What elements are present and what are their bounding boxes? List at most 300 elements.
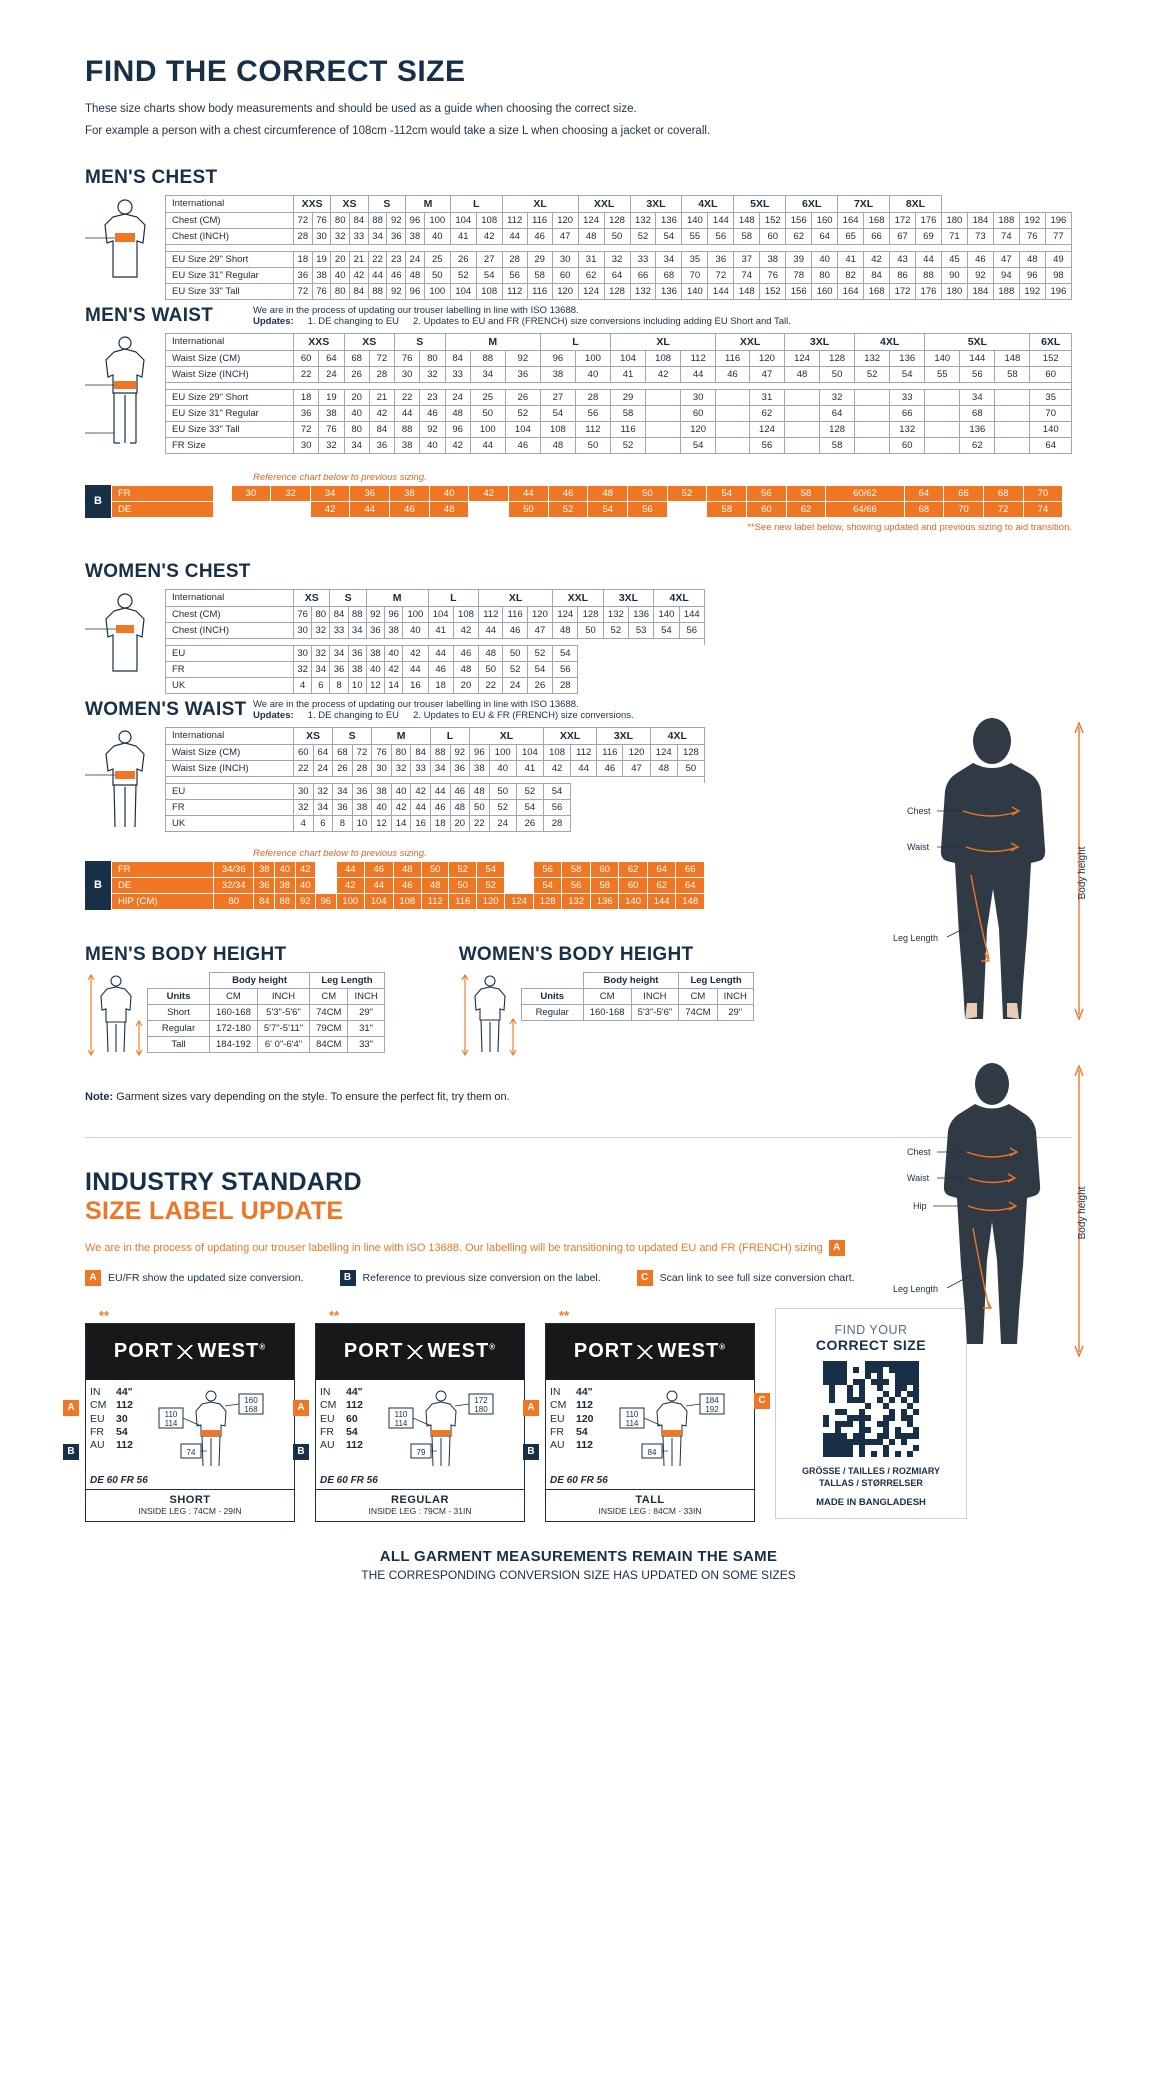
table-cell: 40 bbox=[366, 661, 384, 677]
table-cell: 49 bbox=[1045, 251, 1071, 267]
table-cell: 62 bbox=[749, 405, 784, 421]
table-cell: 36 bbox=[333, 799, 353, 815]
legacy-cell bbox=[505, 861, 534, 877]
legacy-cell: 50 bbox=[509, 501, 549, 517]
table-cell: 52 bbox=[855, 366, 890, 382]
legacy-cell: 58 bbox=[707, 501, 747, 517]
table-cell: 12 bbox=[372, 815, 392, 831]
table-cell: 39 bbox=[786, 251, 812, 267]
size-group-header: 7XL bbox=[838, 195, 890, 212]
table-cell: 44 bbox=[395, 405, 420, 421]
table-cell: 44 bbox=[479, 622, 503, 638]
bh-group-header: Leg Length bbox=[679, 972, 754, 988]
size-value: 54 bbox=[576, 1425, 588, 1438]
table-cell: 76 bbox=[372, 744, 392, 760]
intro-line-2: For example a person with a chest circumference of 108cm -112cm would take a size L when choosing a jacket or coverall. bbox=[85, 124, 711, 137]
table-cell: 112 bbox=[502, 283, 527, 299]
female-torso-icon bbox=[85, 589, 165, 689]
size-value: 54 bbox=[116, 1425, 128, 1438]
table-row bbox=[166, 677, 705, 693]
table-cell: 172 bbox=[890, 283, 916, 299]
table-cell: 32 bbox=[319, 437, 344, 453]
mens-waist-update-item-2: 2. Updates to EU and FR (FRENCH) size conversions including adding EU Short and Tall. bbox=[413, 315, 791, 327]
table-cell: 33 bbox=[890, 389, 925, 405]
legacy-cell: 44 bbox=[365, 877, 394, 893]
table-cell: 196 bbox=[1045, 212, 1071, 228]
table-cell: 104 bbox=[450, 212, 476, 228]
legacy-cell bbox=[271, 501, 311, 517]
table-cell: 24 bbox=[319, 366, 344, 382]
table-cell: 82 bbox=[838, 267, 864, 283]
size-key: AU bbox=[90, 1439, 105, 1452]
table-cell: 20 bbox=[331, 251, 350, 267]
table-spacer-row bbox=[166, 776, 705, 783]
mens-chest-block bbox=[85, 195, 1072, 300]
legend-text-b: Reference to previous size conversion on the label. bbox=[362, 1271, 601, 1284]
table-row bbox=[166, 606, 705, 622]
table-cell: 50 bbox=[677, 760, 704, 776]
table-cell: 18 bbox=[430, 815, 450, 831]
table-cell bbox=[925, 421, 960, 437]
table-cell: 35 bbox=[682, 251, 708, 267]
table-row bbox=[166, 251, 1072, 267]
table-cell: 116 bbox=[503, 606, 527, 622]
svg-text:114: 114 bbox=[395, 1418, 408, 1428]
table-cell: 55 bbox=[682, 228, 708, 244]
table-cell: 71 bbox=[941, 228, 967, 244]
legacy-cell: 46 bbox=[365, 861, 394, 877]
bh-cell: 5'3"-5'6" bbox=[257, 1004, 309, 1020]
legacy-cell: 42 bbox=[310, 501, 350, 517]
legacy-cell: 148 bbox=[676, 893, 705, 909]
row-label: Chest (CM) bbox=[166, 212, 294, 228]
legacy-cell bbox=[1063, 485, 1072, 501]
table-cell: 68 bbox=[960, 405, 995, 421]
table-cell: 52 bbox=[516, 783, 543, 799]
table-cell: 28 bbox=[502, 251, 527, 267]
table-cell: 80 bbox=[420, 350, 445, 366]
table-cell: 47 bbox=[527, 622, 552, 638]
legacy-cell: 56 bbox=[562, 877, 591, 893]
table-cell: 30 bbox=[294, 645, 312, 661]
bh-cell: 29" bbox=[348, 1004, 384, 1020]
size-line bbox=[320, 1386, 363, 1399]
table-cell: 104 bbox=[450, 283, 476, 299]
legacy-cell: 48 bbox=[429, 501, 469, 517]
table-cell: 26 bbox=[505, 389, 540, 405]
bh-cell: 33" bbox=[348, 1036, 384, 1052]
table-cell: 100 bbox=[470, 421, 505, 437]
size-group-header: 4XL bbox=[682, 195, 734, 212]
table-cell: 60 bbox=[890, 437, 925, 453]
table-cell: 30 bbox=[294, 437, 319, 453]
table-cell: 116 bbox=[527, 283, 552, 299]
table-cell: 92 bbox=[420, 421, 445, 437]
female-body-height-label: Body height bbox=[1077, 1186, 1089, 1239]
final-note-text: Garment sizes vary depending on the style. To ensure the perfect fit, try them on. bbox=[113, 1090, 510, 1103]
legacy-cell: 42 bbox=[295, 861, 316, 877]
size-key: CM bbox=[90, 1399, 107, 1412]
table-cell: 160 bbox=[812, 212, 838, 228]
size-group-header: 3XL bbox=[603, 589, 654, 606]
table-cell: 96 bbox=[540, 350, 575, 366]
size-value: 112 bbox=[116, 1439, 133, 1452]
row-label: EU Size 31" Regular bbox=[166, 405, 294, 421]
row-label: Waist Size (CM) bbox=[166, 744, 294, 760]
table-cell: 62 bbox=[578, 267, 604, 283]
legacy-cell: 140 bbox=[619, 893, 648, 909]
table-cell: 69 bbox=[915, 228, 941, 244]
mens-waist-figure bbox=[85, 333, 165, 466]
table-cell: 24 bbox=[313, 760, 333, 776]
table-cell: 144 bbox=[960, 350, 995, 366]
table-cell: 60 bbox=[681, 405, 716, 421]
legacy-cell bbox=[316, 877, 337, 893]
size-key: FR bbox=[90, 1425, 104, 1438]
legacy-cell: 84 bbox=[254, 893, 275, 909]
table-cell: 36 bbox=[708, 251, 734, 267]
bh-unit-header: INCH bbox=[348, 988, 384, 1004]
table-cell: 76 bbox=[395, 350, 420, 366]
row-label: FR Size bbox=[166, 437, 294, 453]
legacy-row-label: FR bbox=[112, 485, 214, 501]
column-header-international: International bbox=[166, 589, 294, 606]
womens-chest-figure bbox=[85, 589, 165, 694]
legacy-cell: 62 bbox=[786, 501, 826, 517]
table-cell: 18 bbox=[294, 251, 313, 267]
table-cell: 116 bbox=[597, 744, 623, 760]
bh-row bbox=[148, 1036, 385, 1052]
table-cell: 56 bbox=[502, 267, 527, 283]
legacy-cell: 108 bbox=[393, 893, 422, 909]
mens-body-height-figure bbox=[85, 972, 147, 1063]
size-line bbox=[550, 1413, 594, 1426]
size-group-header: 6XL bbox=[1030, 333, 1072, 350]
bh-cell: 84CM bbox=[310, 1036, 348, 1052]
row-label: EU Size 29" Short bbox=[166, 251, 294, 267]
table-cell: 124 bbox=[749, 421, 784, 437]
legacy-cell: 60 bbox=[619, 877, 648, 893]
size-line bbox=[90, 1439, 133, 1452]
bh-row bbox=[148, 1020, 385, 1036]
legacy-row bbox=[112, 861, 705, 877]
legacy-badge-mens: B bbox=[85, 485, 111, 518]
table-cell: 42 bbox=[369, 405, 394, 421]
table-cell: 80 bbox=[391, 744, 411, 760]
table-cell: 50 bbox=[489, 783, 516, 799]
table-cell: 31 bbox=[749, 389, 784, 405]
table-cell: 140 bbox=[654, 606, 679, 622]
table-row bbox=[166, 228, 1072, 244]
table-cell: 132 bbox=[630, 212, 656, 228]
table-cell: 176 bbox=[915, 212, 941, 228]
bh-cell: 160-168 bbox=[583, 1004, 631, 1020]
svg-text:160: 160 bbox=[244, 1395, 259, 1405]
table-cell: 148 bbox=[734, 212, 760, 228]
bh-cell: 184-192 bbox=[210, 1036, 258, 1052]
legacy-cell bbox=[316, 861, 337, 877]
table-cell: 46 bbox=[716, 366, 750, 382]
legacy-cell: 32 bbox=[271, 485, 311, 501]
legacy-row bbox=[112, 877, 705, 893]
bh-units-label: Units bbox=[521, 988, 583, 1004]
table-cell: 192 bbox=[1019, 212, 1045, 228]
table-cell: 28 bbox=[369, 366, 394, 382]
legacy-cell: 46 bbox=[548, 485, 588, 501]
table-header-row bbox=[166, 195, 1072, 212]
table-cell: 72 bbox=[294, 283, 313, 299]
size-key: IN bbox=[90, 1385, 101, 1398]
size-line bbox=[550, 1426, 594, 1439]
table-cell: 29 bbox=[611, 389, 646, 405]
table-cell: 38 bbox=[319, 405, 344, 421]
size-key: CM bbox=[320, 1399, 337, 1412]
table-cell: 64 bbox=[812, 228, 838, 244]
legacy-cell: 62 bbox=[619, 861, 648, 877]
table-cell: 64 bbox=[604, 267, 630, 283]
label-fit-footer bbox=[546, 1489, 754, 1521]
table-cell: 8 bbox=[333, 815, 353, 831]
row-label: Waist Size (INCH) bbox=[166, 366, 294, 382]
table-cell: 168 bbox=[864, 283, 890, 299]
table-cell: 48 bbox=[453, 661, 478, 677]
table-cell: 36 bbox=[505, 366, 540, 382]
table-cell: 92 bbox=[387, 283, 406, 299]
table-cell: 56 bbox=[553, 661, 578, 677]
table-cell: 140 bbox=[682, 283, 708, 299]
table-cell: 32 bbox=[294, 799, 314, 815]
mens-waist-update-item-1: 1. DE changing to EU bbox=[307, 315, 400, 327]
column-header-international: International bbox=[166, 333, 294, 350]
table-row bbox=[166, 815, 705, 831]
table-row bbox=[166, 744, 705, 760]
table-cell: 116 bbox=[611, 421, 646, 437]
table-cell: 21 bbox=[369, 389, 394, 405]
table-cell: 34 bbox=[656, 251, 682, 267]
table-cell: 196 bbox=[1045, 283, 1071, 299]
legacy-badge-womens: B bbox=[85, 861, 111, 910]
table-cell: 92 bbox=[387, 212, 406, 228]
table-cell: 23 bbox=[420, 389, 445, 405]
size-group-header: 4XL bbox=[855, 333, 925, 350]
size-group-header: S bbox=[330, 589, 366, 606]
table-cell: 108 bbox=[476, 283, 502, 299]
table-row bbox=[166, 350, 1072, 366]
legacy-cell: 46 bbox=[393, 877, 422, 893]
size-key: IN bbox=[320, 1385, 331, 1398]
table-cell: 128 bbox=[604, 283, 630, 299]
section-title-mens-chest: MEN'S CHEST bbox=[85, 166, 218, 188]
table-cell bbox=[646, 437, 681, 453]
bh-unit-header: CM bbox=[583, 988, 631, 1004]
table-cell: 52 bbox=[450, 267, 476, 283]
size-group-header: 4XL bbox=[654, 589, 705, 606]
table-cell: 100 bbox=[575, 350, 610, 366]
table-cell: 132 bbox=[890, 421, 925, 437]
table-cell: 48 bbox=[479, 645, 503, 661]
table-cell: 34 bbox=[330, 645, 348, 661]
size-group-header: XXS bbox=[294, 333, 345, 350]
table-cell: 58 bbox=[611, 405, 646, 421]
table-cell: 180 bbox=[941, 283, 967, 299]
size-list bbox=[550, 1386, 594, 1472]
table-cell: 88 bbox=[430, 744, 450, 760]
female-body-icon bbox=[85, 727, 165, 837]
svg-text:110: 110 bbox=[625, 1409, 639, 1419]
legacy-cell: 54 bbox=[533, 877, 562, 893]
table-cell: 50 bbox=[575, 437, 610, 453]
bh-cell: 6' 0"-6'4" bbox=[257, 1036, 309, 1052]
male-body-icon bbox=[85, 333, 165, 461]
table-row bbox=[166, 799, 705, 815]
table-cell: 84 bbox=[350, 212, 369, 228]
table-cell: 30 bbox=[395, 366, 420, 382]
table-cell: 116 bbox=[716, 350, 750, 366]
table-row bbox=[166, 421, 1072, 437]
legacy-cell: 60 bbox=[590, 861, 619, 877]
svg-text:114: 114 bbox=[625, 1418, 639, 1428]
size-key: EU bbox=[90, 1412, 105, 1425]
portwest-logo-icon bbox=[637, 1345, 653, 1359]
table-cell: 120 bbox=[552, 212, 578, 228]
table-cell bbox=[785, 389, 820, 405]
table-cell: 22 bbox=[294, 760, 314, 776]
table-cell: 42 bbox=[476, 228, 502, 244]
label-body-diagram-icon bbox=[155, 1386, 267, 1472]
table-cell: 47 bbox=[552, 228, 578, 244]
table-cell: 50 bbox=[820, 366, 855, 382]
male-label-waist: Waist bbox=[907, 842, 930, 852]
size-group-header: 3XL bbox=[630, 195, 682, 212]
table-cell: 100 bbox=[424, 283, 450, 299]
size-line bbox=[320, 1399, 363, 1412]
row-label: EU bbox=[166, 645, 294, 661]
table-cell bbox=[995, 437, 1030, 453]
female-model-photo bbox=[867, 1060, 1097, 1365]
svg-text:74: 74 bbox=[187, 1447, 196, 1457]
size-group-header: XXS bbox=[294, 195, 331, 212]
label-box bbox=[85, 1323, 295, 1522]
table-header-row bbox=[166, 727, 705, 744]
bh-group-header: Body height bbox=[210, 972, 310, 988]
brand-name-2: WEST® bbox=[427, 1340, 497, 1363]
table-cell: 54 bbox=[543, 783, 570, 799]
table-row bbox=[166, 366, 1072, 382]
qr-origin-text: MADE IN BANGLADESH bbox=[816, 1496, 926, 1508]
table-cell: 46 bbox=[428, 661, 453, 677]
table-cell bbox=[855, 389, 890, 405]
table-cell bbox=[716, 437, 750, 453]
female-label-hip: Hip bbox=[913, 1201, 927, 1211]
table-cell: 40 bbox=[420, 437, 445, 453]
table-cell: 33 bbox=[350, 228, 369, 244]
table-cell: 46 bbox=[967, 251, 993, 267]
size-line bbox=[90, 1413, 133, 1426]
table-cell: 16 bbox=[411, 815, 431, 831]
womens-waist-update-item-2: 2. Updates to EU & FR (FRENCH) size conversions. bbox=[413, 709, 634, 721]
table-cell: 42 bbox=[543, 760, 570, 776]
legacy-cell: 54 bbox=[707, 485, 747, 501]
table-cell: 84 bbox=[330, 606, 348, 622]
table-cell: 31 bbox=[578, 251, 604, 267]
mens-waist-legacy-table bbox=[111, 485, 1072, 518]
table-cell: 60 bbox=[552, 267, 578, 283]
legacy-cell: 116 bbox=[449, 893, 476, 909]
table-cell: 80 bbox=[331, 283, 350, 299]
table-cell: 66 bbox=[890, 405, 925, 421]
table-cell: 47 bbox=[993, 251, 1019, 267]
table-cell: 112 bbox=[571, 744, 597, 760]
male-height-icon bbox=[85, 972, 147, 1058]
row-label: Chest (INCH) bbox=[166, 228, 294, 244]
fit-name: TALL bbox=[635, 1493, 665, 1506]
table-cell: 92 bbox=[450, 744, 470, 760]
table-cell: 20 bbox=[344, 389, 369, 405]
table-cell: 108 bbox=[453, 606, 478, 622]
table-cell: 45 bbox=[941, 251, 967, 267]
legacy-cell: 52 bbox=[548, 501, 588, 517]
table-cell: 28 bbox=[575, 389, 610, 405]
fit-name: SHORT bbox=[169, 1493, 211, 1506]
table-cell: 26 bbox=[333, 760, 353, 776]
inside-leg-text: INSIDE LEG : 84CM - 33IN bbox=[598, 1505, 702, 1516]
table-cell: 56 bbox=[960, 366, 995, 382]
legacy-cell: 32/34 bbox=[214, 877, 254, 893]
mens-waist-see-note: **See new label below, showing updated and previous sizing to aid transition. bbox=[747, 521, 1072, 533]
mens-waist-legacy-block bbox=[85, 485, 1072, 518]
table-cell: 92 bbox=[366, 606, 384, 622]
table-cell: 40 bbox=[372, 799, 392, 815]
table-cell: 124 bbox=[650, 744, 677, 760]
size-value: 112 bbox=[576, 1439, 593, 1452]
qr-title-2: CORRECT SIZE bbox=[815, 1336, 927, 1353]
table-cell: 14 bbox=[385, 677, 403, 693]
table-cell: 52 bbox=[603, 622, 628, 638]
table-cell: 42 bbox=[385, 661, 403, 677]
table-cell: 44 bbox=[368, 267, 387, 283]
table-cell: 172 bbox=[890, 212, 916, 228]
table-cell: 41 bbox=[611, 366, 646, 382]
table-cell bbox=[716, 389, 750, 405]
legacy-cell: 44 bbox=[509, 485, 549, 501]
table-cell: 76 bbox=[294, 606, 312, 622]
tag-c-icon: C bbox=[637, 1270, 653, 1286]
legacy-cell: 144 bbox=[647, 893, 676, 909]
table-cell: 84 bbox=[369, 421, 394, 437]
womens-body-height-section bbox=[459, 944, 754, 1063]
size-line bbox=[320, 1426, 363, 1439]
table-cell: 88 bbox=[368, 283, 387, 299]
legacy-cell: 74 bbox=[1023, 501, 1063, 517]
legacy-cell: 58 bbox=[562, 861, 591, 877]
table-cell: 26 bbox=[516, 815, 543, 831]
table-row bbox=[166, 267, 1072, 283]
table-cell: 112 bbox=[681, 350, 716, 366]
table-cell: 120 bbox=[623, 744, 650, 760]
table-cell: 16 bbox=[403, 677, 428, 693]
table-cell: 70 bbox=[1030, 405, 1072, 421]
size-key: AU bbox=[550, 1439, 565, 1452]
table-cell: 48 bbox=[406, 267, 425, 283]
intro-line-1: These size charts show body measurements and should be used as a guide when choosing the correct size. bbox=[85, 103, 637, 115]
table-cell: 90 bbox=[941, 267, 967, 283]
table-cell: 67 bbox=[890, 228, 916, 244]
label-size-area bbox=[86, 1380, 294, 1474]
legacy-cell: 68 bbox=[904, 501, 944, 517]
table-cell: 10 bbox=[348, 677, 366, 693]
table-cell: 44 bbox=[571, 760, 597, 776]
bh-cell: 5'7"-5'11" bbox=[257, 1020, 309, 1036]
